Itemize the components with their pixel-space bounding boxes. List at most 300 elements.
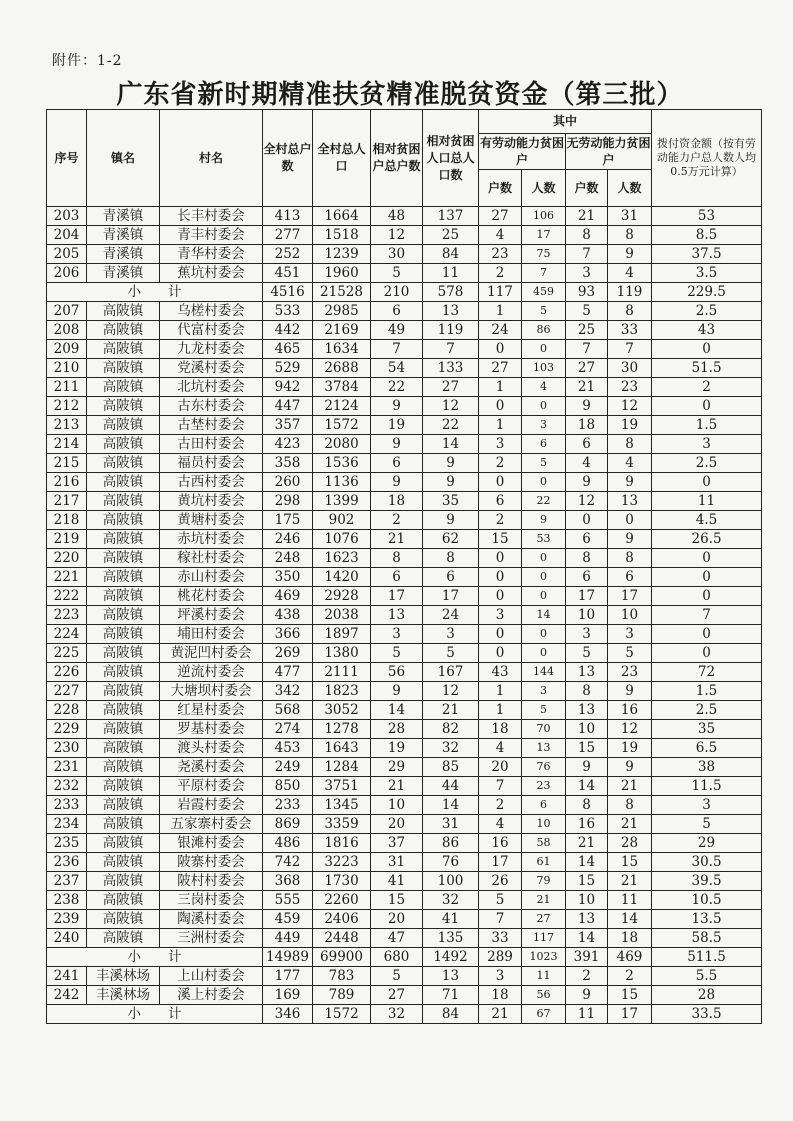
header-poor-population: 相对贫困人口总人口数: [423, 110, 479, 207]
cell-pop: 1076: [313, 530, 371, 549]
cell-village: 银滩村委会: [160, 834, 263, 853]
cell-phh: 30: [371, 245, 423, 264]
cell-phh: 5: [371, 264, 423, 283]
cell-phh: 20: [371, 815, 423, 834]
cell-phh: 29: [371, 758, 423, 777]
cell-fund: 1.5: [652, 682, 762, 701]
header-poor-households: 相对贫困户总户数: [371, 110, 423, 207]
cell-np: 11: [608, 891, 652, 910]
cell-seq: 237: [47, 872, 87, 891]
cell-fund: 11: [652, 492, 762, 511]
cell-ppop: 62: [423, 530, 479, 549]
cell-hh: 451: [263, 264, 313, 283]
table-row: [47, 682, 762, 701]
cell-lp: 0: [522, 587, 566, 606]
cell-nh: 12: [566, 492, 608, 511]
cell-town: 高陂镇: [87, 378, 160, 397]
cell-lp: 7: [522, 264, 566, 283]
cell-seq: 236: [47, 853, 87, 872]
cell-village: 黄坑村委会: [160, 492, 263, 511]
cell-hh: 346: [263, 1005, 313, 1024]
cell-town: 高陂镇: [87, 340, 160, 359]
cell-village: 埔田村委会: [160, 625, 263, 644]
cell-hh: 357: [263, 416, 313, 435]
cell-ppop: 41: [423, 910, 479, 929]
cell-lh: 289: [479, 948, 522, 967]
cell-pop: 1278: [313, 720, 371, 739]
cell-pop: 1623: [313, 549, 371, 568]
cell-hh: 442: [263, 321, 313, 340]
cell-lh: 2: [479, 264, 522, 283]
cell-lh: 24: [479, 321, 522, 340]
table-row: [47, 245, 762, 264]
cell-nh: 14: [566, 777, 608, 796]
cell-town: 高陂镇: [87, 929, 160, 948]
cell-ppop: 7: [423, 340, 479, 359]
table-row: [47, 815, 762, 834]
cell-lp: 0: [522, 625, 566, 644]
cell-fund: 30.5: [652, 853, 762, 872]
cell-lp: 0: [522, 473, 566, 492]
cell-fund: 13.5: [652, 910, 762, 929]
cell-np: 15: [608, 986, 652, 1005]
cell-lh: 7: [479, 777, 522, 796]
cell-fund: 5.5: [652, 967, 762, 986]
header-village: 村名: [160, 110, 263, 207]
cell-nh: 9: [566, 758, 608, 777]
cell-town: 高陂镇: [87, 910, 160, 929]
cell-fund: 8.5: [652, 226, 762, 245]
cell-ppop: 578: [423, 283, 479, 302]
cell-village: 罗基村委会: [160, 720, 263, 739]
cell-phh: 54: [371, 359, 423, 378]
table-row: [47, 435, 762, 454]
cell-hh: 486: [263, 834, 313, 853]
cell-hh: 298: [263, 492, 313, 511]
cell-nh: 5: [566, 644, 608, 663]
cell-town: 高陂镇: [87, 587, 160, 606]
cell-fund: 10.5: [652, 891, 762, 910]
cell-phh: 17: [371, 587, 423, 606]
cell-fund: 3: [652, 796, 762, 815]
cell-lh: 0: [479, 340, 522, 359]
cell-lp: 0: [522, 644, 566, 663]
cell-fund: 3: [652, 435, 762, 454]
cell-fund: 33.5: [652, 1005, 762, 1024]
cell-ppop: 25: [423, 226, 479, 245]
cell-ppop: 17: [423, 587, 479, 606]
cell-seq: 207: [47, 302, 87, 321]
header-of-which: 其中: [479, 110, 652, 134]
cell-hh: 175: [263, 511, 313, 530]
header-with-labor-persons: 人数: [522, 170, 566, 207]
cell-nh: 10: [566, 606, 608, 625]
cell-phh: 2: [371, 511, 423, 530]
cell-nh: 0: [566, 511, 608, 530]
cell-ppop: 84: [423, 245, 479, 264]
cell-lh: 2: [479, 796, 522, 815]
cell-nh: 8: [566, 226, 608, 245]
cell-nh: 8: [566, 682, 608, 701]
cell-nh: 21: [566, 834, 608, 853]
cell-fund: 29: [652, 834, 762, 853]
cell-np: 8: [608, 302, 652, 321]
cell-nh: 10: [566, 891, 608, 910]
cell-ppop: 137: [423, 207, 479, 226]
header-without-labor: 无劳动能力贫困户: [566, 134, 652, 170]
cell-lh: 4: [479, 226, 522, 245]
cell-hh: 533: [263, 302, 313, 321]
cell-pop: 2928: [313, 587, 371, 606]
cell-phh: 47: [371, 929, 423, 948]
cell-town: 高陂镇: [87, 606, 160, 625]
table-row: [47, 834, 762, 853]
cell-village: 古东村委会: [160, 397, 263, 416]
cell-seq: 210: [47, 359, 87, 378]
cell-ppop: 135: [423, 929, 479, 948]
cell-phh: 12: [371, 226, 423, 245]
cell-nh: 93: [566, 283, 608, 302]
cell-hh: 555: [263, 891, 313, 910]
cell-nh: 3: [566, 625, 608, 644]
cell-pop: 1399: [313, 492, 371, 511]
cell-ppop: 14: [423, 796, 479, 815]
cell-pop: 2169: [313, 321, 371, 340]
table-row: [47, 739, 762, 758]
table-row: [47, 340, 762, 359]
cell-village: 岩霞村委会: [160, 796, 263, 815]
cell-village: 陂寨村委会: [160, 853, 263, 872]
cell-seq: 206: [47, 264, 87, 283]
cell-nh: 9: [566, 473, 608, 492]
cell-lp: 6: [522, 796, 566, 815]
cell-fund: 0: [652, 549, 762, 568]
cell-fund: 51.5: [652, 359, 762, 378]
cell-fund: 72: [652, 663, 762, 682]
cell-seq: 214: [47, 435, 87, 454]
cell-lh: 0: [479, 568, 522, 587]
subtotal-label: 小 计: [47, 1005, 263, 1024]
cell-pop: 1136: [313, 473, 371, 492]
cell-village: 古田村委会: [160, 435, 263, 454]
cell-town: 高陂镇: [87, 853, 160, 872]
cell-nh: 6: [566, 435, 608, 454]
cell-nh: 15: [566, 872, 608, 891]
cell-np: 3: [608, 625, 652, 644]
cell-phh: 9: [371, 682, 423, 701]
cell-seq: 217: [47, 492, 87, 511]
table-row: [47, 587, 762, 606]
cell-lp: 70: [522, 720, 566, 739]
table-row: [47, 492, 762, 511]
cell-nh: 13: [566, 701, 608, 720]
cell-village: 五家寨村委会: [160, 815, 263, 834]
cell-pop: 1345: [313, 796, 371, 815]
cell-pop: 1572: [313, 416, 371, 435]
cell-phh: 9: [371, 473, 423, 492]
cell-np: 8: [608, 796, 652, 815]
subtotal-row: [47, 948, 762, 967]
cell-lh: 0: [479, 625, 522, 644]
cell-hh: 260: [263, 473, 313, 492]
cell-lh: 0: [479, 587, 522, 606]
cell-town: 高陂镇: [87, 530, 160, 549]
cell-pop: 3784: [313, 378, 371, 397]
cell-lh: 26: [479, 872, 522, 891]
cell-lp: 103: [522, 359, 566, 378]
cell-phh: 20: [371, 910, 423, 929]
cell-seq: 209: [47, 340, 87, 359]
cell-pop: 2124: [313, 397, 371, 416]
cell-seq: 219: [47, 530, 87, 549]
cell-fund: 35: [652, 720, 762, 739]
cell-village: 尧溪村委会: [160, 758, 263, 777]
cell-lh: 18: [479, 986, 522, 1005]
cell-lp: 21: [522, 891, 566, 910]
table-row: [47, 625, 762, 644]
table-row: [47, 302, 762, 321]
cell-nh: 7: [566, 340, 608, 359]
table-row: [47, 891, 762, 910]
cell-seq: 238: [47, 891, 87, 910]
cell-village: 蕉坑村委会: [160, 264, 263, 283]
cell-pop: 2038: [313, 606, 371, 625]
cell-np: 119: [608, 283, 652, 302]
cell-pop: 1572: [313, 1005, 371, 1024]
cell-lp: 0: [522, 397, 566, 416]
header-seq: 序号: [47, 110, 87, 207]
cell-lp: 1023: [522, 948, 566, 967]
table-row: [47, 359, 762, 378]
cell-ppop: 21: [423, 701, 479, 720]
cell-ppop: 3: [423, 625, 479, 644]
cell-lp: 75: [522, 245, 566, 264]
cell-np: 21: [608, 872, 652, 891]
cell-ppop: 9: [423, 454, 479, 473]
cell-lh: 17: [479, 853, 522, 872]
cell-seq: 215: [47, 454, 87, 473]
cell-np: 23: [608, 378, 652, 397]
cell-seq: 212: [47, 397, 87, 416]
cell-lp: 3: [522, 416, 566, 435]
cell-ppop: 6: [423, 568, 479, 587]
cell-village: 桃花村委会: [160, 587, 263, 606]
cell-nh: 13: [566, 910, 608, 929]
cell-np: 9: [608, 682, 652, 701]
cell-hh: 4516: [263, 283, 313, 302]
cell-seq: 208: [47, 321, 87, 340]
cell-lp: 13: [522, 739, 566, 758]
cell-lh: 0: [479, 549, 522, 568]
cell-village: 平原村委会: [160, 777, 263, 796]
cell-pop: 69900: [313, 948, 371, 967]
cell-ppop: 32: [423, 739, 479, 758]
cell-lh: 33: [479, 929, 522, 948]
cell-town: 青溪镇: [87, 226, 160, 245]
cell-nh: 5: [566, 302, 608, 321]
cell-hh: 477: [263, 663, 313, 682]
cell-phh: 3: [371, 625, 423, 644]
cell-town: 高陂镇: [87, 359, 160, 378]
header-total-households: 全村总户数: [263, 110, 313, 207]
cell-lp: 6: [522, 435, 566, 454]
cell-town: 高陂镇: [87, 815, 160, 834]
cell-np: 21: [608, 777, 652, 796]
cell-lh: 7: [479, 910, 522, 929]
cell-lp: 10: [522, 815, 566, 834]
funds-table: [46, 109, 762, 1024]
cell-fund: 37.5: [652, 245, 762, 264]
table-row: [47, 663, 762, 682]
cell-seq: 211: [47, 378, 87, 397]
cell-lp: 67: [522, 1005, 566, 1024]
cell-hh: 246: [263, 530, 313, 549]
cell-phh: 6: [371, 302, 423, 321]
cell-hh: 177: [263, 967, 313, 986]
cell-np: 28: [608, 834, 652, 853]
cell-fund: 2.5: [652, 701, 762, 720]
cell-fund: 2.5: [652, 454, 762, 473]
cell-village: 溪上村委会: [160, 986, 263, 1005]
cell-lp: 0: [522, 549, 566, 568]
cell-village: 陂村村委会: [160, 872, 263, 891]
cell-village: 三洲村委会: [160, 929, 263, 948]
cell-hh: 274: [263, 720, 313, 739]
cell-village: 九龙村委会: [160, 340, 263, 359]
cell-lh: 20: [479, 758, 522, 777]
cell-phh: 14: [371, 701, 423, 720]
cell-pop: 1643: [313, 739, 371, 758]
cell-ppop: 76: [423, 853, 479, 872]
cell-town: 高陂镇: [87, 644, 160, 663]
cell-ppop: 119: [423, 321, 479, 340]
cell-seq: 222: [47, 587, 87, 606]
cell-np: 9: [608, 245, 652, 264]
cell-ppop: 24: [423, 606, 479, 625]
cell-np: 14: [608, 910, 652, 929]
cell-seq: 235: [47, 834, 87, 853]
cell-town: 高陂镇: [87, 511, 160, 530]
cell-fund: 1.5: [652, 416, 762, 435]
cell-hh: 269: [263, 644, 313, 663]
cell-town: 高陂镇: [87, 625, 160, 644]
cell-ppop: 14: [423, 435, 479, 454]
cell-town: 高陂镇: [87, 739, 160, 758]
cell-phh: 13: [371, 606, 423, 625]
cell-hh: 423: [263, 435, 313, 454]
cell-phh: 56: [371, 663, 423, 682]
cell-nh: 8: [566, 549, 608, 568]
cell-phh: 27: [371, 986, 423, 1005]
cell-lp: 58: [522, 834, 566, 853]
cell-fund: 3.5: [652, 264, 762, 283]
cell-np: 15: [608, 853, 652, 872]
table-row: [47, 378, 762, 397]
cell-fund: 0: [652, 644, 762, 663]
cell-village: 逆流村委会: [160, 663, 263, 682]
cell-town: 丰溪林场: [87, 986, 160, 1005]
cell-ppop: 9: [423, 511, 479, 530]
cell-hh: 850: [263, 777, 313, 796]
cell-village: 赤山村委会: [160, 568, 263, 587]
cell-fund: 39.5: [652, 872, 762, 891]
cell-phh: 21: [371, 530, 423, 549]
table-row: [47, 777, 762, 796]
cell-hh: 366: [263, 625, 313, 644]
cell-phh: 8: [371, 549, 423, 568]
cell-phh: 41: [371, 872, 423, 891]
cell-ppop: 8: [423, 549, 479, 568]
cell-village: 青丰村委会: [160, 226, 263, 245]
cell-np: 21: [608, 815, 652, 834]
cell-lh: 3: [479, 967, 522, 986]
cell-np: 10: [608, 606, 652, 625]
table-row: [47, 910, 762, 929]
cell-nh: 10: [566, 720, 608, 739]
cell-ppop: 32: [423, 891, 479, 910]
cell-seq: 228: [47, 701, 87, 720]
cell-ppop: 44: [423, 777, 479, 796]
cell-village: 陶溪村委会: [160, 910, 263, 929]
cell-fund: 4.5: [652, 511, 762, 530]
table-row: [47, 967, 762, 986]
cell-nh: 27: [566, 359, 608, 378]
cell-nh: 391: [566, 948, 608, 967]
cell-np: 9: [608, 758, 652, 777]
cell-seq: 216: [47, 473, 87, 492]
cell-pop: 1823: [313, 682, 371, 701]
cell-ppop: 5: [423, 644, 479, 663]
cell-village: 坪溪村委会: [160, 606, 263, 625]
cell-phh: 5: [371, 644, 423, 663]
cell-town: 高陂镇: [87, 872, 160, 891]
subtotal-label: 小 计: [47, 283, 263, 302]
subtotal-row: [47, 1005, 762, 1024]
cell-town: 高陂镇: [87, 777, 160, 796]
cell-town: 高陂镇: [87, 834, 160, 853]
cell-np: 13: [608, 492, 652, 511]
cell-lh: 3: [479, 435, 522, 454]
cell-village: 长丰村委会: [160, 207, 263, 226]
cell-lh: 5: [479, 891, 522, 910]
cell-nh: 7: [566, 245, 608, 264]
cell-town: 青溪镇: [87, 245, 160, 264]
header-without-labor-persons: 人数: [608, 170, 652, 207]
table-row: [47, 473, 762, 492]
cell-hh: 249: [263, 758, 313, 777]
cell-ppop: 12: [423, 682, 479, 701]
cell-nh: 16: [566, 815, 608, 834]
cell-pop: 1897: [313, 625, 371, 644]
cell-lh: 2: [479, 454, 522, 473]
cell-fund: 0: [652, 397, 762, 416]
cell-lh: 23: [479, 245, 522, 264]
cell-lh: 0: [479, 644, 522, 663]
cell-fund: 0: [652, 568, 762, 587]
cell-hh: 438: [263, 606, 313, 625]
header-funds: 拨付资金额（按有劳动能力户总人数人均0.5万元计算）: [652, 110, 762, 207]
cell-lh: 16: [479, 834, 522, 853]
cell-np: 16: [608, 701, 652, 720]
cell-nh: 21: [566, 207, 608, 226]
cell-lp: 9: [522, 511, 566, 530]
cell-np: 23: [608, 663, 652, 682]
cell-town: 高陂镇: [87, 663, 160, 682]
cell-phh: 32: [371, 1005, 423, 1024]
cell-town: 高陂镇: [87, 682, 160, 701]
cell-ppop: 133: [423, 359, 479, 378]
cell-fund: 26.5: [652, 530, 762, 549]
